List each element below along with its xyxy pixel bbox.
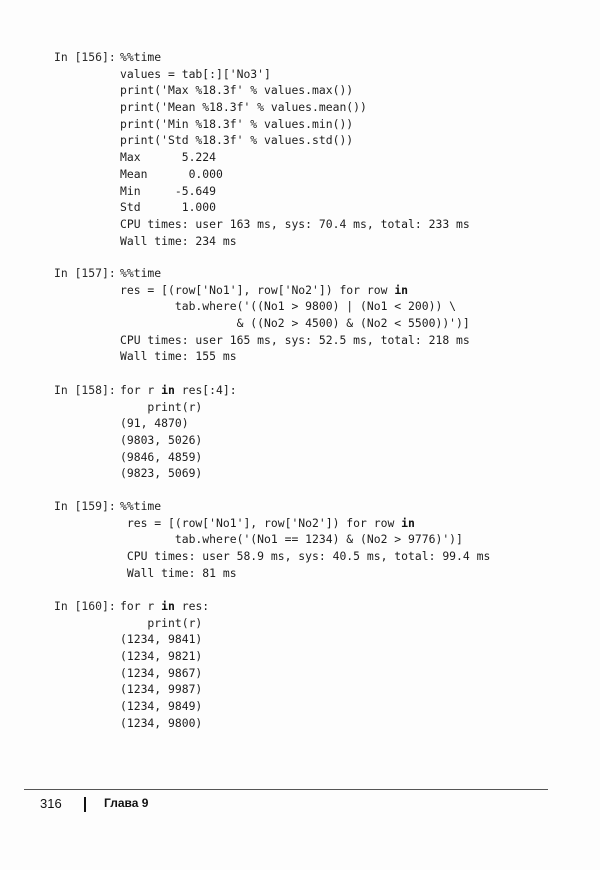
output-line: (9846, 4859) bbox=[120, 449, 203, 464]
cell-body bbox=[120, 49, 470, 249]
code-token: tab.where('(No1 == 1234) & (No2 > 9776)')] bbox=[120, 532, 463, 547]
output-line: Mean 0.000 bbox=[120, 166, 223, 181]
output-line: Wall time: 234 ms bbox=[120, 233, 237, 248]
keyword-token: in bbox=[161, 599, 175, 613]
code-token: & ((No2 > 4500) & (No2 < 5500))')] bbox=[120, 316, 470, 331]
code-line bbox=[120, 315, 470, 332]
code-line bbox=[120, 531, 490, 548]
cell-output bbox=[120, 548, 490, 581]
cell-output bbox=[120, 149, 470, 249]
code-line bbox=[120, 66, 470, 83]
output-line: Wall time: 155 ms bbox=[120, 349, 237, 364]
input-prompt: In [159]: bbox=[54, 499, 116, 513]
output-line: Std 1.000 bbox=[120, 200, 217, 215]
code-token: print('Max %18.3f' % values.max()) bbox=[120, 83, 354, 98]
code-line bbox=[120, 265, 470, 282]
code-token: %%time bbox=[120, 266, 162, 280]
code-line bbox=[120, 49, 470, 66]
code-token: res[:4]: bbox=[174, 383, 237, 397]
code-token: for r bbox=[120, 383, 162, 397]
output-line: Wall time: 81 ms bbox=[120, 565, 237, 580]
output-line: (9823, 5069) bbox=[120, 466, 203, 481]
code-input bbox=[120, 49, 470, 149]
code-token: tab.where('((No1 > 9800) | (No1 < 200)) \ bbox=[120, 299, 457, 314]
footer-separator bbox=[84, 797, 86, 812]
code-input bbox=[120, 382, 237, 415]
page-number: 316 bbox=[40, 796, 62, 811]
code-token: print(r) bbox=[120, 399, 203, 414]
footer-rule bbox=[24, 789, 548, 790]
output-line: (91, 4870) bbox=[120, 416, 189, 431]
code-line bbox=[120, 99, 470, 116]
cell-output bbox=[120, 415, 237, 482]
code-line bbox=[120, 382, 237, 399]
output-line: CPU times: user 163 ms, sys: 70.4 ms, total: 233 ms bbox=[120, 216, 470, 231]
output-line: (1234, 9849) bbox=[120, 699, 203, 714]
code-token: res = [(row['No1'], row['No2']) for row bbox=[120, 282, 395, 297]
keyword-token: in bbox=[394, 282, 409, 297]
cell-body bbox=[120, 265, 470, 365]
code-line bbox=[120, 282, 470, 299]
cell-body bbox=[120, 598, 209, 732]
code-token: res: bbox=[174, 599, 210, 613]
input-prompt: In [156]: bbox=[54, 50, 116, 64]
output-line: (1234, 9867) bbox=[120, 665, 203, 680]
code-input bbox=[120, 498, 490, 548]
output-line: (9803, 5026) bbox=[120, 433, 203, 448]
code-token: print('Mean %18.3f' % values.mean()) bbox=[120, 100, 367, 115]
code-token: values = tab[:]['No3'] bbox=[120, 66, 271, 81]
code-token: print('Min %18.3f' % values.min()) bbox=[120, 116, 354, 131]
code-line bbox=[120, 515, 490, 532]
code-line bbox=[120, 298, 470, 315]
cell-body bbox=[120, 498, 490, 581]
code-token: %%time bbox=[120, 50, 162, 64]
output-line: (1234, 9841) bbox=[120, 632, 203, 647]
code-token: print(r) bbox=[120, 615, 203, 630]
output-line: (1234, 9987) bbox=[120, 682, 203, 697]
output-line: (1234, 9821) bbox=[120, 649, 203, 664]
chapter-title: Глава 9 bbox=[104, 796, 149, 810]
input-prompt: In [157]: bbox=[54, 266, 116, 280]
code-input bbox=[120, 598, 209, 631]
input-prompt: In [160]: bbox=[54, 599, 116, 613]
cell-output bbox=[120, 631, 209, 731]
code-line bbox=[120, 82, 470, 99]
output-line: (1234, 9800) bbox=[120, 715, 203, 730]
code-line bbox=[120, 498, 490, 515]
code-line bbox=[120, 615, 209, 632]
code-line bbox=[120, 132, 470, 149]
input-prompt: In [158]: bbox=[54, 383, 116, 397]
code-token: res = [(row['No1'], row['No2']) for row bbox=[120, 515, 402, 530]
cell-output bbox=[120, 332, 470, 365]
code-token: %%time bbox=[120, 499, 162, 513]
code-token: print('Std %18.3f' % values.std()) bbox=[120, 133, 354, 148]
code-line bbox=[120, 399, 237, 416]
keyword-token: in bbox=[401, 515, 415, 530]
code-line bbox=[120, 116, 470, 133]
code-token: for r bbox=[120, 599, 162, 613]
output-line: Min -5.649 bbox=[120, 183, 217, 198]
output-line: Max 5.224 bbox=[120, 150, 217, 165]
output-line: CPU times: user 58.9 ms, sys: 40.5 ms, total: 99.4 ms bbox=[120, 549, 491, 564]
code-input bbox=[120, 265, 470, 332]
keyword-token: in bbox=[161, 383, 175, 397]
output-line: CPU times: user 165 ms, sys: 52.5 ms, total: 218 ms bbox=[120, 332, 470, 347]
cell-body bbox=[120, 382, 237, 482]
code-line bbox=[120, 598, 209, 615]
